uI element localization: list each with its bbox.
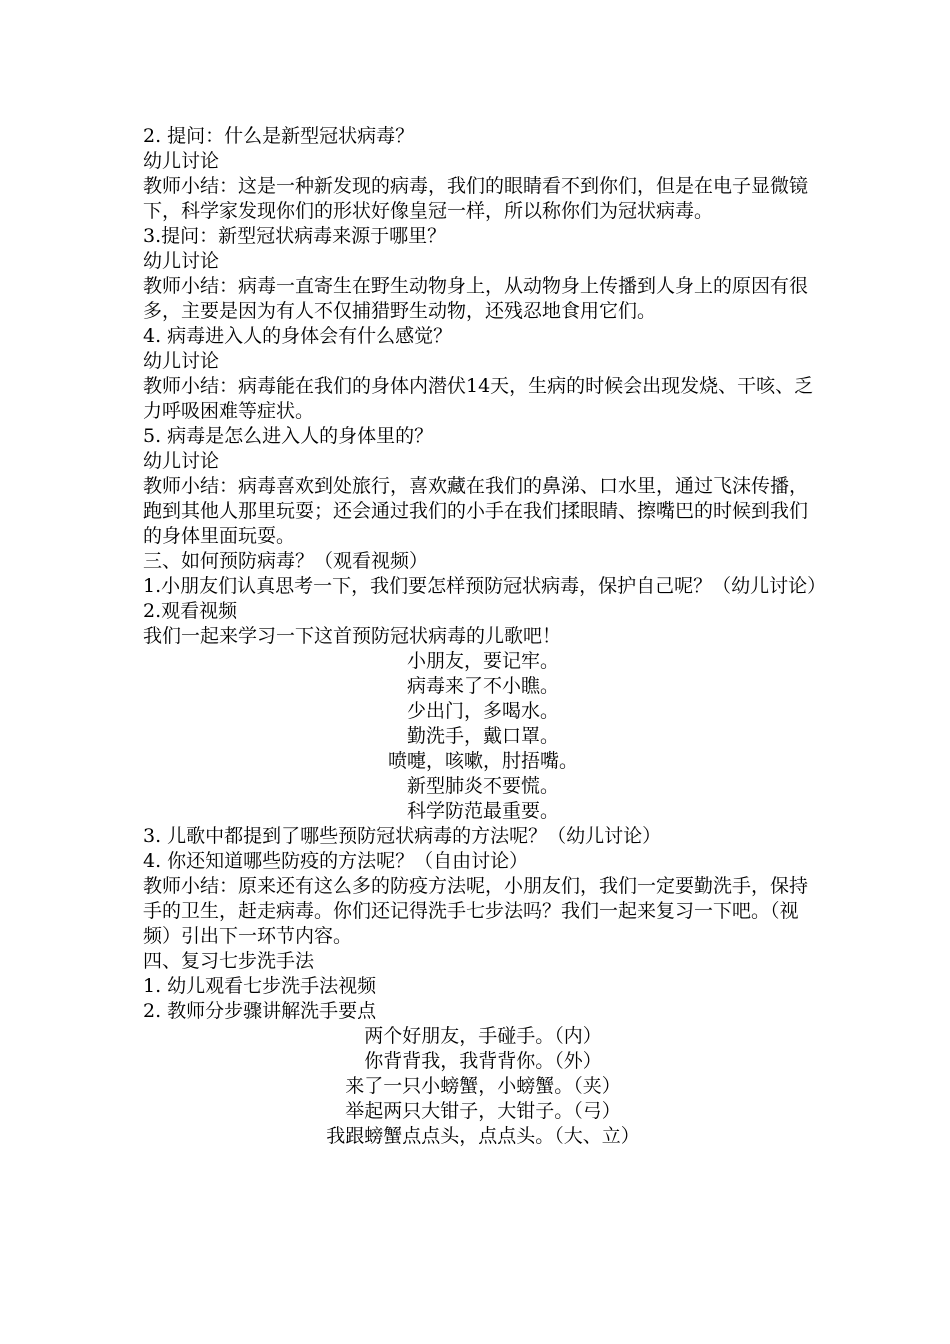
teacher-summary: 教师小结：原来还有这么多的防疫方法呢，小朋友们，我们一定要勤洗手，保持手的卫生，赶走病毒。你们还记得洗手七步法吗？我们一起来复习一下吧。（视频）引出下一环节内容。 (143, 875, 809, 947)
handwash-rhyme-line: 来了一只小螃蟹，小螃蟹。（夹） (345, 1075, 621, 1097)
handwash-rhyme-line: 你背背我，我背背你。（外） (364, 1050, 602, 1072)
song-intro: 我们一起来学习一下这首预防冠状病毒的儿歌吧！ (143, 625, 562, 647)
teacher-summary: 教师小结：这是一种新发现的病毒，我们的眼睛看不到你们，但是在电子显微镜下，科学家发现你们的形状好像皇冠一样，所以称你们为冠状病毒。 (143, 175, 809, 222)
step-2: 2.观看视频 (143, 600, 238, 622)
handwash-step-2: 2. 教师分步骤讲解洗手要点 (143, 1000, 377, 1022)
section-heading-3: 三、如何预防病毒？（观看视频） (143, 550, 429, 572)
teacher-summary: 教师小结：病毒喜欢到处旅行，喜欢藏在我们的鼻涕、口水里，通过飞沫传播，跑到其他人那里玩耍；还会通过我们的小手在我们揉眼睛、擦嘴巴的时候到我们的身体里面玩耍。 (143, 475, 809, 547)
question-2: 2. 提问：什么是新型冠状病毒？ (143, 125, 415, 147)
song-line: 新型肺炎不要慌。 (406, 775, 559, 797)
handwash-rhyme-line: 我跟螃蟹点点头，点点头。（大、立） (326, 1125, 640, 1147)
song-line: 病毒来了不小瞧。 (406, 675, 559, 697)
step-1: 1.小朋友们认真思考一下，我们要怎样预防冠状病毒，保护自己呢？（幼儿讨论） (143, 575, 827, 597)
step-3: 3. 儿歌中都提到了哪些预防冠状病毒的方法呢？（幼儿讨论） (143, 825, 662, 847)
handwash-rhyme-line: 两个好朋友，手碰手。（内） (364, 1025, 602, 1047)
child-discussion: 幼儿讨论 (143, 250, 220, 272)
document-body (143, 124, 827, 1149)
child-discussion: 幼儿讨论 (143, 450, 220, 472)
song-line: 勤洗手，戴口罩。 (406, 725, 559, 747)
step-4: 4. 你还知道哪些防疫的方法呢？（自由讨论） (143, 850, 529, 872)
child-discussion: 幼儿讨论 (143, 150, 220, 172)
question-5: 5. 病毒是怎么进入人的身体里的？ (143, 425, 434, 447)
song-line: 喷嚏，咳嗽，肘捂嘴。 (387, 750, 578, 772)
question-4: 4. 病毒进入人的身体会有什么感觉？ (143, 325, 453, 347)
handwash-rhyme-line: 举起两只大钳子，大钳子。（弓） (345, 1100, 621, 1122)
child-discussion: 幼儿讨论 (143, 350, 220, 372)
teacher-summary: 教师小结：病毒一直寄生在野生动物身上，从动物身上传播到人身上的原因有很多，主要是因为有人不仅捕猎野生动物，还残忍地食用它们。 (143, 275, 809, 322)
song-line: 小朋友，要记牢。 (406, 650, 559, 672)
teacher-summary: 教师小结：病毒能在我们的身体内潜伏14天，生病的时候会出现发烧、干咳、乏力呼吸困难等症状。 (143, 375, 814, 422)
song-line: 少出门，多喝水。 (406, 700, 559, 722)
song-line: 科学防范最重要。 (406, 800, 559, 822)
question-3: 3.提问：新型冠状病毒来源于哪里？ (143, 225, 447, 247)
handwash-step-1: 1. 幼儿观看七步洗手法视频 (143, 975, 377, 997)
section-heading-4: 四、复习七步洗手法 (143, 950, 315, 972)
